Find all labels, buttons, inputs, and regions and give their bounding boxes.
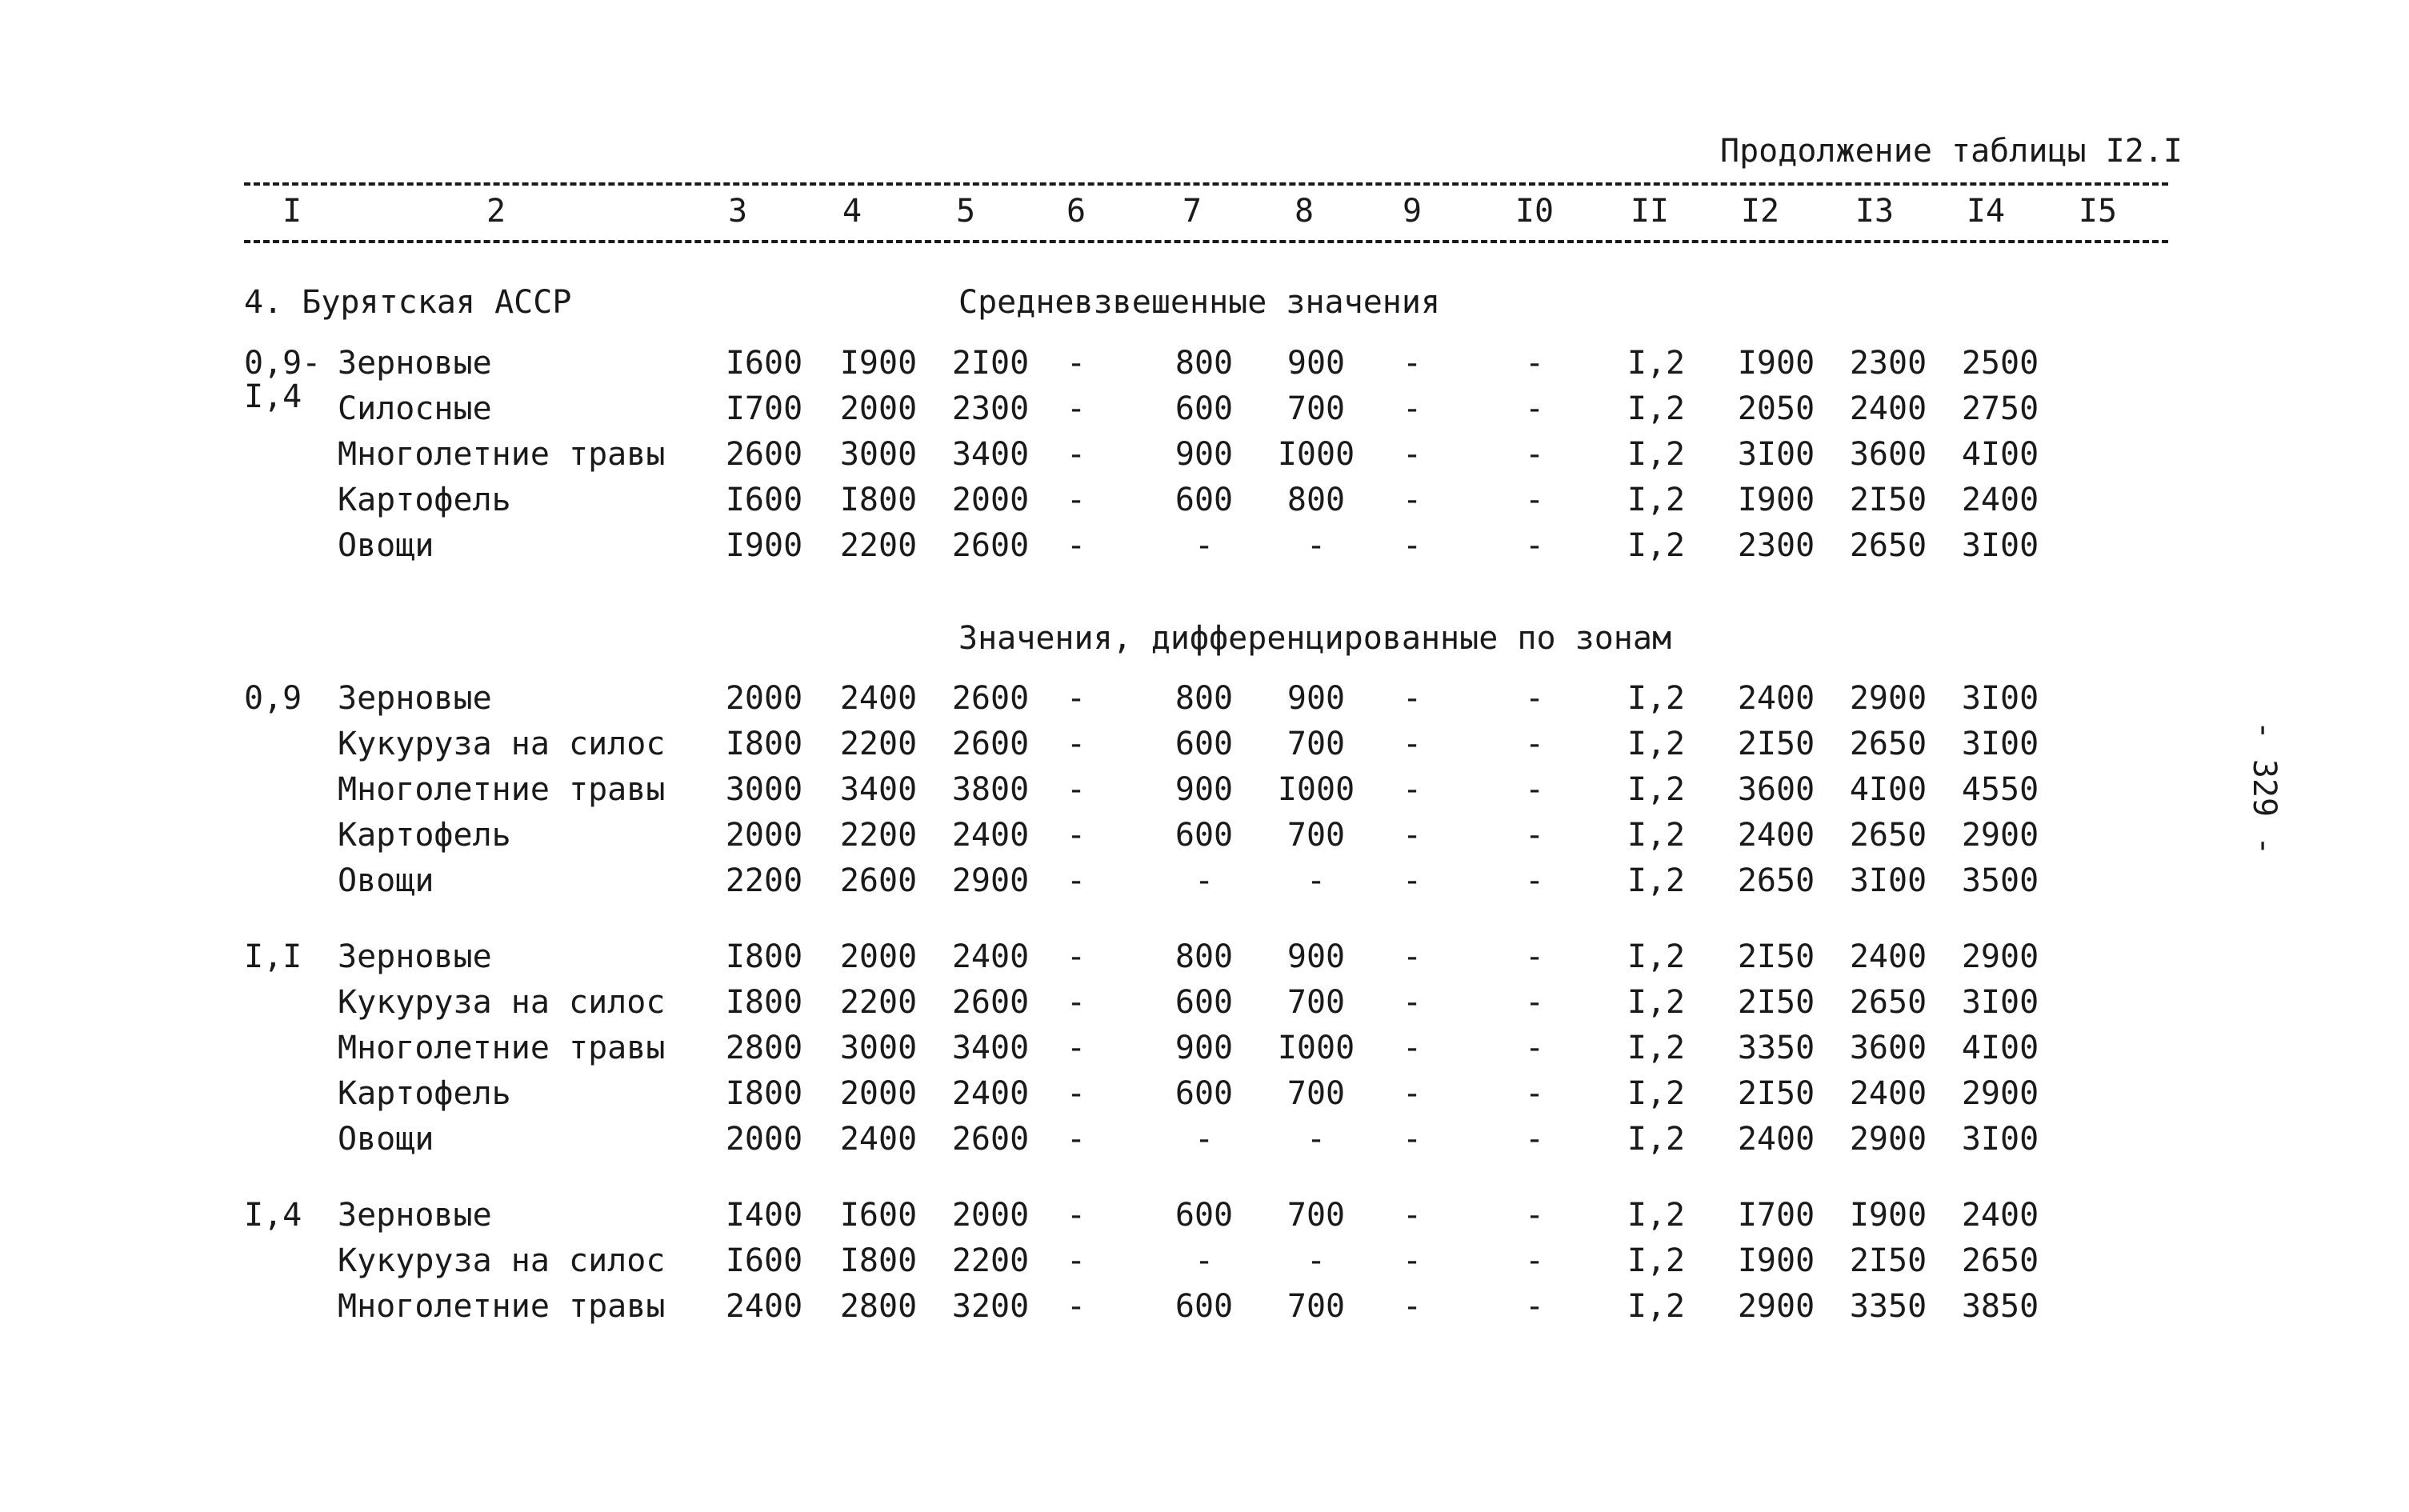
zone-coefficient: 0,9 <box>244 680 302 717</box>
cell-col-8: - <box>1306 1121 1327 1158</box>
header-bottom-rule <box>244 240 2168 243</box>
cell-col-9: - <box>1402 771 1423 808</box>
cell-col-5: 3400 <box>951 1030 1030 1066</box>
cell-col-3: I800 <box>725 984 803 1021</box>
cell-col-14: 4I00 <box>1961 436 2039 473</box>
table-caption: Продолжение таблицы I2.I <box>1720 133 2183 170</box>
column-number-14: I4 <box>1966 193 2006 230</box>
cell-col-5: 2I00 <box>951 345 1030 382</box>
cell-col-14: 3I00 <box>1961 680 2039 717</box>
cell-col-8: 900 <box>1287 680 1346 717</box>
crop-name: Картофель <box>338 482 511 518</box>
cell-col-6: - <box>1066 1242 1086 1279</box>
cell-col-12: 2650 <box>1737 862 1815 899</box>
cell-col-5: 2600 <box>951 984 1030 1021</box>
zone-coefficient: I,I <box>244 938 302 975</box>
crop-name: Картофель <box>338 817 511 854</box>
cell-col-13: 3600 <box>1849 1030 1927 1066</box>
cell-col-14: 2900 <box>1961 817 2039 854</box>
cell-col-8: I000 <box>1277 771 1355 808</box>
cell-col-10: - <box>1524 1288 1545 1325</box>
column-number-10: I0 <box>1515 193 1555 230</box>
cell-col-13: 2400 <box>1849 938 1927 975</box>
cell-col-8: - <box>1306 862 1327 899</box>
cell-col-12: 2I50 <box>1737 938 1815 975</box>
cell-col-8: 900 <box>1287 938 1346 975</box>
cell-col-8: 700 <box>1287 390 1346 427</box>
cell-col-11: I,2 <box>1627 771 1686 808</box>
cell-col-13: 2650 <box>1849 817 1927 854</box>
cell-col-10: - <box>1524 345 1545 382</box>
cell-col-6: - <box>1066 1197 1086 1234</box>
zone-coefficient: I,4 <box>244 1197 302 1234</box>
cell-col-4: I800 <box>839 1242 918 1279</box>
cell-col-8: 700 <box>1287 1075 1346 1112</box>
region-title: 4. Бурятская АССР <box>244 284 572 321</box>
cell-col-11: I,2 <box>1627 1030 1686 1066</box>
cell-col-3: I400 <box>725 1197 803 1234</box>
cell-col-11: I,2 <box>1627 527 1686 564</box>
section-title: Значения, дифференцированные по зонам <box>958 620 1672 657</box>
cell-col-4: I800 <box>839 482 918 518</box>
crop-name: Силосные <box>338 390 492 427</box>
cell-col-6: - <box>1066 436 1086 473</box>
cell-col-12: 2I50 <box>1737 726 1815 762</box>
crop-name: Овощи <box>338 527 434 564</box>
cell-col-6: - <box>1066 817 1086 854</box>
cell-col-3: I600 <box>725 482 803 518</box>
cell-col-14: 3500 <box>1961 862 2039 899</box>
crop-name: Зерновые <box>338 1197 492 1234</box>
cell-col-9: - <box>1402 817 1423 854</box>
cell-col-6: - <box>1066 527 1086 564</box>
cell-col-14: 3I00 <box>1961 984 2039 1021</box>
cell-col-4: I900 <box>839 345 918 382</box>
cell-col-7: - <box>1194 1121 1215 1158</box>
crop-name: Кукуруза на силос <box>338 984 666 1021</box>
cell-col-11: I,2 <box>1627 1242 1686 1279</box>
cell-col-10: - <box>1524 771 1545 808</box>
cell-col-12: I900 <box>1737 1242 1815 1279</box>
cell-col-8: 700 <box>1287 726 1346 762</box>
cell-col-12: 3600 <box>1737 771 1815 808</box>
column-number-15: I5 <box>2078 193 2118 230</box>
cell-col-12: 2900 <box>1737 1288 1815 1325</box>
cell-col-8: I000 <box>1277 436 1355 473</box>
crop-name: Многолетние травы <box>338 436 666 473</box>
cell-col-3: 2600 <box>725 436 803 473</box>
cell-col-8: 900 <box>1287 345 1346 382</box>
cell-col-7: - <box>1194 862 1215 899</box>
header-top-rule <box>244 182 2168 186</box>
cell-col-10: - <box>1524 436 1545 473</box>
cell-col-13: 2I50 <box>1849 1242 1927 1279</box>
cell-col-4: 2200 <box>839 984 918 1021</box>
cell-col-5: 2000 <box>951 1197 1030 1234</box>
cell-col-13: I900 <box>1849 1197 1927 1234</box>
zone-coefficient: 0,9- <box>244 345 322 382</box>
cell-col-3: 2000 <box>725 1121 803 1158</box>
cell-col-5: 2900 <box>951 862 1030 899</box>
cell-col-9: - <box>1402 984 1423 1021</box>
cell-col-3: 3000 <box>725 771 803 808</box>
cell-col-7: 600 <box>1174 1075 1234 1112</box>
cell-col-7: 800 <box>1174 345 1234 382</box>
cell-col-10: - <box>1524 862 1545 899</box>
cell-col-9: - <box>1402 680 1423 717</box>
cell-col-3: I800 <box>725 726 803 762</box>
cell-col-8: I000 <box>1277 1030 1355 1066</box>
cell-col-10: - <box>1524 817 1545 854</box>
column-number-6: 6 <box>1066 193 1086 230</box>
cell-col-6: - <box>1066 1075 1086 1112</box>
cell-col-9: - <box>1402 862 1423 899</box>
cell-col-8: 800 <box>1287 482 1346 518</box>
cell-col-8: - <box>1306 1242 1327 1279</box>
cell-col-13: 3350 <box>1849 1288 1927 1325</box>
cell-col-12: 3350 <box>1737 1030 1815 1066</box>
cell-col-4: 2400 <box>839 680 918 717</box>
cell-col-7: 900 <box>1174 436 1234 473</box>
cell-col-10: - <box>1524 938 1545 975</box>
cell-col-7: 800 <box>1174 938 1234 975</box>
crop-name: Кукуруза на силос <box>338 1242 666 1279</box>
cell-col-12: I900 <box>1737 345 1815 382</box>
cell-col-9: - <box>1402 390 1423 427</box>
column-number-12: I2 <box>1740 193 1780 230</box>
cell-col-4: 3000 <box>839 1030 918 1066</box>
cell-col-5: 2400 <box>951 817 1030 854</box>
cell-col-11: I,2 <box>1627 345 1686 382</box>
cell-col-8: 700 <box>1287 984 1346 1021</box>
cell-col-9: - <box>1402 436 1423 473</box>
cell-col-3: 2800 <box>725 1030 803 1066</box>
cell-col-6: - <box>1066 726 1086 762</box>
cell-col-11: I,2 <box>1627 1121 1686 1158</box>
column-number-2: 2 <box>486 193 506 230</box>
cell-col-9: - <box>1402 1242 1423 1279</box>
cell-col-13: 2400 <box>1849 1075 1927 1112</box>
cell-col-7: 600 <box>1174 1197 1234 1234</box>
cell-col-6: - <box>1066 1288 1086 1325</box>
cell-col-7: 600 <box>1174 726 1234 762</box>
column-number-3: 3 <box>727 193 748 230</box>
crop-name: Картофель <box>338 1075 511 1112</box>
cell-col-5: 3800 <box>951 771 1030 808</box>
cell-col-4: 3000 <box>839 436 918 473</box>
crop-name: Кукуруза на силос <box>338 726 666 762</box>
cell-col-3: 2200 <box>725 862 803 899</box>
cell-col-13: 2650 <box>1849 984 1927 1021</box>
cell-col-6: - <box>1066 938 1086 975</box>
cell-col-9: - <box>1402 1197 1423 1234</box>
cell-col-4: I600 <box>839 1197 918 1234</box>
cell-col-5: 2600 <box>951 680 1030 717</box>
cell-col-7: - <box>1194 527 1215 564</box>
cell-col-10: - <box>1524 527 1545 564</box>
cell-col-9: - <box>1402 938 1423 975</box>
cell-col-11: I,2 <box>1627 984 1686 1021</box>
cell-col-4: 2000 <box>839 938 918 975</box>
cell-col-11: I,2 <box>1627 817 1686 854</box>
cell-col-3: I800 <box>725 938 803 975</box>
cell-col-13: 2900 <box>1849 1121 1927 1158</box>
cell-col-3: I800 <box>725 1075 803 1112</box>
cell-col-8: 700 <box>1287 817 1346 854</box>
cell-col-10: - <box>1524 1242 1545 1279</box>
cell-col-10: - <box>1524 390 1545 427</box>
page-number: - 329 - <box>2246 720 2283 856</box>
cell-col-6: - <box>1066 771 1086 808</box>
column-number-13: I3 <box>1855 193 1895 230</box>
cell-col-3: 2000 <box>725 680 803 717</box>
cell-col-14: 4I00 <box>1961 1030 2039 1066</box>
cell-col-14: 2900 <box>1961 938 2039 975</box>
cell-col-3: 2400 <box>725 1288 803 1325</box>
cell-col-7: 900 <box>1174 771 1234 808</box>
column-number-11: II <box>1630 193 1670 230</box>
cell-col-8: 700 <box>1287 1197 1346 1234</box>
cell-col-4: 2000 <box>839 390 918 427</box>
cell-col-7: 600 <box>1174 984 1234 1021</box>
cell-col-12: 2300 <box>1737 527 1815 564</box>
cell-col-3: I700 <box>725 390 803 427</box>
cell-col-5: 2300 <box>951 390 1030 427</box>
cell-col-14: 2650 <box>1961 1242 2039 1279</box>
crop-name: Овощи <box>338 1121 434 1158</box>
cell-col-13: 2300 <box>1849 345 1927 382</box>
cell-col-12: 2050 <box>1737 390 1815 427</box>
cell-col-4: 2000 <box>839 1075 918 1112</box>
cell-col-13: 2900 <box>1849 680 1927 717</box>
cell-col-4: 2200 <box>839 527 918 564</box>
cell-col-9: - <box>1402 1121 1423 1158</box>
cell-col-5: 2600 <box>951 1121 1030 1158</box>
cell-col-5: 2400 <box>951 938 1030 975</box>
cell-col-13: 4I00 <box>1849 771 1927 808</box>
cell-col-14: 2500 <box>1961 345 2039 382</box>
crop-name: Многолетние травы <box>338 1030 666 1066</box>
crop-name: Овощи <box>338 862 434 899</box>
cell-col-9: - <box>1402 726 1423 762</box>
cell-col-7: 900 <box>1174 1030 1234 1066</box>
cell-col-13: 2650 <box>1849 527 1927 564</box>
cell-col-11: I,2 <box>1627 482 1686 518</box>
cell-col-9: - <box>1402 1288 1423 1325</box>
cell-col-6: - <box>1066 862 1086 899</box>
cell-col-11: I,2 <box>1627 1288 1686 1325</box>
cell-col-5: 2200 <box>951 1242 1030 1279</box>
cell-col-10: - <box>1524 1121 1545 1158</box>
cell-col-9: - <box>1402 1075 1423 1112</box>
cell-col-4: 2800 <box>839 1288 918 1325</box>
cell-col-7: - <box>1194 1242 1215 1279</box>
column-number-4: 4 <box>842 193 862 230</box>
cell-col-14: 2400 <box>1961 1197 2039 1234</box>
cell-col-11: I,2 <box>1627 726 1686 762</box>
cell-col-11: I,2 <box>1627 436 1686 473</box>
cell-col-6: - <box>1066 1030 1086 1066</box>
cell-col-13: 3600 <box>1849 436 1927 473</box>
column-number-9: 9 <box>1402 193 1423 230</box>
cell-col-7: 600 <box>1174 482 1234 518</box>
cell-col-12: 2I50 <box>1737 1075 1815 1112</box>
cell-col-5: 2600 <box>951 527 1030 564</box>
cell-col-14: 3I00 <box>1961 527 2039 564</box>
cell-col-11: I,2 <box>1627 390 1686 427</box>
cell-col-10: - <box>1524 1075 1545 1112</box>
cell-col-5: 2600 <box>951 726 1030 762</box>
cell-col-3: I900 <box>725 527 803 564</box>
cell-col-6: - <box>1066 345 1086 382</box>
column-number-1: I <box>282 193 302 230</box>
cell-col-6: - <box>1066 984 1086 1021</box>
cell-col-14: 2400 <box>1961 482 2039 518</box>
cell-col-14: 4550 <box>1961 771 2039 808</box>
cell-col-6: - <box>1066 482 1086 518</box>
cell-col-12: 2I50 <box>1737 984 1815 1021</box>
cell-col-4: 2600 <box>839 862 918 899</box>
cell-col-12: 2400 <box>1737 1121 1815 1158</box>
cell-col-13: 2650 <box>1849 726 1927 762</box>
column-number-7: 7 <box>1182 193 1202 230</box>
cell-col-12: 2400 <box>1737 817 1815 854</box>
cell-col-10: - <box>1524 680 1545 717</box>
cell-col-7: 800 <box>1174 680 1234 717</box>
zone-coefficient-upper: I,4 <box>244 378 302 415</box>
section-title: Средневзвешенные значения <box>958 284 1441 321</box>
crop-name: Многолетние травы <box>338 1288 666 1325</box>
column-number-5: 5 <box>955 193 976 230</box>
cell-col-12: 2400 <box>1737 680 1815 717</box>
cell-col-12: I900 <box>1737 482 1815 518</box>
cell-col-13: 2400 <box>1849 390 1927 427</box>
cell-col-9: - <box>1402 527 1423 564</box>
cell-col-14: 2750 <box>1961 390 2039 427</box>
cell-col-11: I,2 <box>1627 938 1686 975</box>
cell-col-9: - <box>1402 1030 1423 1066</box>
cell-col-14: 3I00 <box>1961 726 2039 762</box>
cell-col-14: 3I00 <box>1961 1121 2039 1158</box>
cell-col-5: 2400 <box>951 1075 1030 1112</box>
cell-col-12: I700 <box>1737 1197 1815 1234</box>
crop-name: Многолетние травы <box>338 771 666 808</box>
cell-col-9: - <box>1402 345 1423 382</box>
cell-col-8: - <box>1306 527 1327 564</box>
cell-col-7: 600 <box>1174 390 1234 427</box>
cell-col-4: 3400 <box>839 771 918 808</box>
cell-col-7: 600 <box>1174 1288 1234 1325</box>
cell-col-6: - <box>1066 1121 1086 1158</box>
cell-col-12: 3I00 <box>1737 436 1815 473</box>
cell-col-11: I,2 <box>1627 862 1686 899</box>
cell-col-10: - <box>1524 726 1545 762</box>
cell-col-13: 2I50 <box>1849 482 1927 518</box>
cell-col-14: 2900 <box>1961 1075 2039 1112</box>
cell-col-4: 2200 <box>839 817 918 854</box>
cell-col-5: 3200 <box>951 1288 1030 1325</box>
cell-col-5: 3400 <box>951 436 1030 473</box>
cell-col-6: - <box>1066 680 1086 717</box>
crop-name: Зерновые <box>338 938 492 975</box>
cell-col-14: 3850 <box>1961 1288 2039 1325</box>
cell-col-7: 600 <box>1174 817 1234 854</box>
cell-col-11: I,2 <box>1627 1075 1686 1112</box>
cell-col-13: 3I00 <box>1849 862 1927 899</box>
cell-col-8: 700 <box>1287 1288 1346 1325</box>
cell-col-5: 2000 <box>951 482 1030 518</box>
cell-col-11: I,2 <box>1627 1197 1686 1234</box>
cell-col-11: I,2 <box>1627 680 1686 717</box>
cell-col-6: - <box>1066 390 1086 427</box>
cell-col-3: I600 <box>725 345 803 382</box>
cell-col-10: - <box>1524 1197 1545 1234</box>
cell-col-4: 2400 <box>839 1121 918 1158</box>
cell-col-9: - <box>1402 482 1423 518</box>
cell-col-10: - <box>1524 984 1545 1021</box>
cell-col-10: - <box>1524 1030 1545 1066</box>
crop-name: Зерновые <box>338 680 492 717</box>
cell-col-10: - <box>1524 482 1545 518</box>
column-number-8: 8 <box>1294 193 1315 230</box>
crop-name: Зерновые <box>338 345 492 382</box>
cell-col-3: I600 <box>725 1242 803 1279</box>
cell-col-4: 2200 <box>839 726 918 762</box>
cell-col-3: 2000 <box>725 817 803 854</box>
